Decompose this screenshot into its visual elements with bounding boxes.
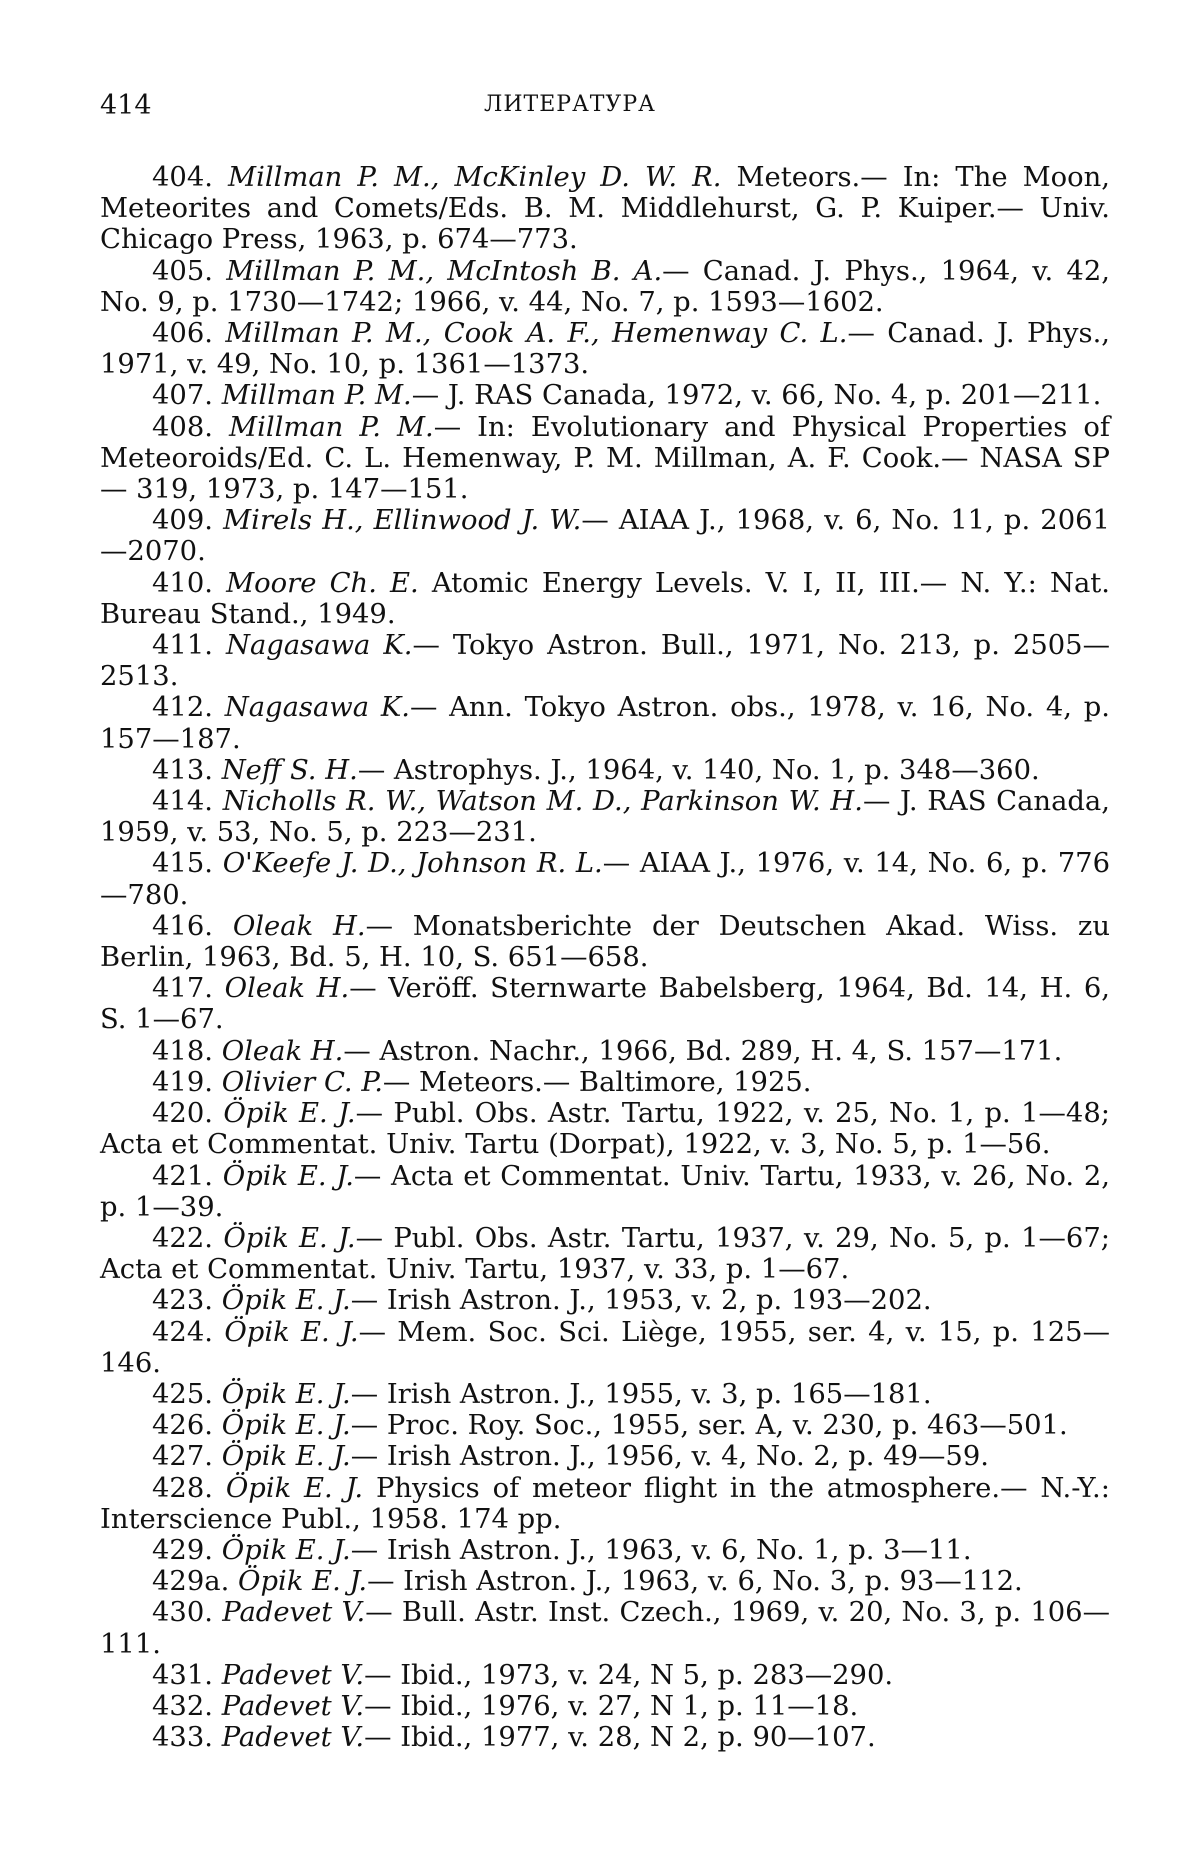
running-head: ЛИТЕРАТУРА bbox=[484, 92, 656, 117]
reference-number: 424. bbox=[152, 1316, 213, 1348]
reference-entry bbox=[100, 1317, 1110, 1379]
reference-number: 423. bbox=[152, 1285, 213, 1317]
reference-entry bbox=[100, 1067, 1110, 1098]
reference-citation: — J. RAS Canada, 1972, v. 66, No. 4, p. 201—211. bbox=[411, 380, 1102, 412]
reference-authors: Oleak H. bbox=[221, 1035, 344, 1067]
reference-entry bbox=[100, 1098, 1110, 1160]
reference-entry bbox=[100, 1660, 1110, 1691]
reference-entry bbox=[100, 1036, 1110, 1067]
reference-number: 415. bbox=[152, 848, 213, 880]
reference-entry bbox=[100, 1379, 1110, 1410]
reference-number: 411. bbox=[152, 630, 213, 662]
reference-entry bbox=[100, 1410, 1110, 1441]
reference-entry bbox=[100, 1535, 1110, 1566]
reference-authors: Oleak H. bbox=[224, 973, 350, 1005]
reference-entry bbox=[100, 380, 1110, 411]
reference-citation: — Meteors.— Baltimore, 1925. bbox=[382, 1066, 812, 1098]
reference-authors: Mirels H., Ellinwood J. W. bbox=[223, 505, 582, 537]
reference-number: 405. bbox=[152, 255, 213, 287]
reference-number: 409. bbox=[152, 505, 213, 537]
reference-citation: — Irish Astron. J., 1955, v. 3, p. 165—181. bbox=[350, 1378, 932, 1410]
book-page bbox=[100, 90, 1110, 1850]
page-header bbox=[100, 90, 1110, 130]
reference-number: 418. bbox=[152, 1035, 213, 1067]
reference-number: 429a. bbox=[152, 1566, 230, 1598]
reference-citation: Atomic Energy Levels. V. I, II, III.— N. Y.: Nat. Bureau Stand., 1949. bbox=[100, 567, 1110, 630]
reference-number: 430. bbox=[152, 1597, 213, 1629]
reference-citation: Physics of meteor flight in the atmosphere.— N.-Y.: Interscience Publ., 1958. 174 pp. bbox=[100, 1472, 1110, 1535]
reference-entry bbox=[100, 1161, 1110, 1223]
reference-authors: Öpik E. J. bbox=[238, 1566, 368, 1598]
reference-entry bbox=[100, 412, 1110, 506]
reference-authors: Millman P. M. bbox=[229, 411, 434, 443]
reference-authors: Nicholls R. W., Watson M. D., Parkinson W. H. bbox=[222, 786, 863, 818]
reference-number: 407. bbox=[152, 380, 213, 412]
reference-authors: Öpik E. J. bbox=[221, 1410, 351, 1442]
reference-entry bbox=[100, 256, 1110, 318]
reference-citation: — Publ. Obs. Astr. Tartu, 1937, v. 29, No. 5, p. 1—67; Acta et Commentat. Univ. Tartu, 1937, v. 33, p. 1—67. bbox=[100, 1222, 1110, 1286]
reference-entry bbox=[100, 1223, 1110, 1285]
reference-number: 432. bbox=[152, 1690, 213, 1722]
reference-authors: Olivier C. P. bbox=[221, 1066, 383, 1098]
reference-citation: — Canad. J. Phys., 1971, v. 49, No. 10, p. 1361—1373. bbox=[100, 318, 1110, 381]
reference-number: 433. bbox=[152, 1722, 213, 1754]
reference-citation: — AIAA J., 1968, v. 6, No. 11, p. 2061—2070. bbox=[100, 505, 1110, 568]
reference-citation: Meteors.— In: The Moon, Meteorites and Comets/Eds. B. M. Middlehurst, G. P. Kuiper.— Univ. Chicago Press, 1963, p. 674—773. bbox=[100, 162, 1110, 256]
reference-authors: Öpik E. J. bbox=[221, 1378, 351, 1410]
reference-citation: — Irish Astron. J., 1963, v. 6, No. 3, p. 93—112. bbox=[367, 1566, 1023, 1598]
reference-authors: Öpik E. J. bbox=[221, 1285, 351, 1317]
reference-citation: — Veröff. Sternwarte Babelsberg, 1964, Bd. 14, H. 6, S. 1—67. bbox=[100, 973, 1110, 1036]
reference-entry bbox=[100, 692, 1110, 754]
reference-number: 426. bbox=[152, 1410, 213, 1442]
reference-entry bbox=[100, 505, 1110, 567]
reference-number: 414. bbox=[152, 786, 213, 818]
reference-entry bbox=[100, 786, 1110, 848]
reference-number: 413. bbox=[152, 754, 213, 786]
reference-authors: Öpik E. J. bbox=[221, 1534, 351, 1566]
reference-authors: Millman P. M., Cook A. F., Hemenway C. L. bbox=[225, 318, 848, 350]
reference-authors: Öpik E. J. bbox=[222, 1160, 354, 1192]
reference-authors: Öpik E. J. bbox=[223, 1222, 356, 1254]
reference-citation: — Astrophys. J., 1964, v. 140, No. 1, p. 348—360. bbox=[357, 754, 1040, 786]
reference-authors: Millman P. M. bbox=[221, 380, 412, 412]
reference-number: 419. bbox=[152, 1066, 213, 1098]
reference-citation: — Monatsberichte der Deutschen Akad. Wiss. zu Berlin, 1963, Bd. 5, H. 10, S. 651—658. bbox=[100, 910, 1110, 974]
reference-authors: O'Keefe J. D., Johnson R. L. bbox=[222, 848, 603, 880]
page-number: 414 bbox=[100, 90, 152, 121]
reference-citation: — Publ. Obs. Astr. Tartu, 1922, v. 25, No. 1, p. 1—48; Acta et Commentat. Univ. Tartu (Dorpat), 1922, v. 3, No. 5, p. 1—56. bbox=[100, 1098, 1110, 1161]
reference-entry bbox=[100, 630, 1110, 692]
reference-number: 420. bbox=[152, 1098, 213, 1130]
reference-entry bbox=[100, 848, 1110, 910]
reference-citation: — Acta et Commentat. Univ. Tartu, 1933, v. 26, No. 2, p. 1—39. bbox=[100, 1160, 1110, 1223]
reference-authors: Padevet V. bbox=[221, 1722, 365, 1754]
reference-number: 427. bbox=[152, 1441, 213, 1473]
reference-citation: — Irish Astron. J., 1956, v. 4, No. 2, p. 49—59. bbox=[350, 1441, 989, 1473]
reference-number: 410. bbox=[152, 567, 213, 599]
reference-number: 412. bbox=[152, 692, 213, 724]
reference-entry bbox=[100, 162, 1110, 256]
reference-number: 404. bbox=[152, 162, 213, 193]
reference-authors: Padevet V. bbox=[221, 1690, 365, 1722]
reference-citation: — Tokyo Astron. Bull., 1971, No. 213, p. 2505—2513. bbox=[100, 630, 1111, 693]
reference-entry bbox=[100, 1473, 1110, 1535]
reference-number: 406. bbox=[152, 318, 213, 350]
reference-entry bbox=[100, 568, 1110, 630]
reference-citation: — Mem. Soc. Sci. Liège, 1955, ser. 4, v. 15, p. 125—146. bbox=[100, 1316, 1110, 1379]
reference-authors: Padevet V. bbox=[222, 1597, 366, 1629]
reference-list bbox=[100, 162, 1110, 1753]
reference-citation: — Ann. Tokyo Astron. obs., 1978, v. 16, No. 4, p. 157—187. bbox=[100, 692, 1110, 755]
reference-authors: Öpik E. J. bbox=[224, 1316, 359, 1348]
reference-authors: Neff S. H. bbox=[221, 754, 358, 786]
reference-number: 416. bbox=[152, 910, 213, 942]
reference-entry bbox=[100, 318, 1110, 380]
reference-citation: — Canad. J. Phys., 1964, v. 42, No. 9, p. 1730—1742; 1966, v. 44, No. 7, p. 1593—1602. bbox=[100, 255, 1110, 318]
reference-entry bbox=[100, 1691, 1110, 1722]
reference-entry bbox=[100, 1566, 1110, 1597]
reference-citation: — In: Evolutionary and Physical Properties of Meteoroids/Ed. C. L. Hemenway, P. M. Millman, A. F. Cook.— NASA SP — 319, 1973, p. 147—151. bbox=[100, 411, 1110, 506]
reference-number: 421. bbox=[152, 1160, 213, 1192]
reference-number: 425. bbox=[152, 1378, 213, 1410]
reference-number: 431. bbox=[152, 1659, 213, 1691]
reference-number: 408. bbox=[152, 411, 213, 443]
reference-authors: Öpik E. J. bbox=[225, 1472, 364, 1504]
reference-citation: — Irish Astron. J., 1963, v. 6, No. 1, p. 3—11. bbox=[350, 1534, 972, 1566]
reference-citation: — J. RAS Canada, 1959, v. 53, No. 5, p. 223—231. bbox=[100, 786, 1110, 849]
reference-authors: Millman P. M., McKinley D. W. R. bbox=[228, 162, 722, 193]
reference-number: 428. bbox=[152, 1472, 213, 1504]
reference-citation: — Ibid., 1977, v. 28, N 2, p. 90—107. bbox=[364, 1722, 876, 1754]
reference-number: 422. bbox=[152, 1222, 213, 1254]
reference-citation: — Proc. Roy. Soc., 1955, ser. A, v. 230, p. 463—501. bbox=[350, 1410, 1068, 1442]
reference-citation: — Ibid., 1976, v. 27, N 1, p. 11—18. bbox=[364, 1690, 859, 1722]
reference-number: 429. bbox=[152, 1534, 213, 1566]
reference-authors: Padevet V. bbox=[221, 1659, 365, 1691]
reference-entry bbox=[100, 1722, 1110, 1753]
reference-entry bbox=[100, 973, 1110, 1035]
reference-citation: — Bull. Astr. Inst. Czech., 1969, v. 20, No. 3, p. 106—111. bbox=[100, 1597, 1110, 1660]
reference-citation: — AIAA J., 1976, v. 14, No. 6, p. 776—780. bbox=[100, 848, 1111, 911]
reference-citation: — Ibid., 1973, v. 24, N 5, p. 283—290. bbox=[364, 1659, 894, 1691]
reference-citation: — Irish Astron. J., 1953, v. 2, p. 193—202. bbox=[350, 1285, 932, 1317]
reference-authors: Millman P. M., McIntosh B. A. bbox=[226, 255, 663, 287]
reference-entry bbox=[100, 1285, 1110, 1316]
reference-authors: Öpik E. J. bbox=[221, 1441, 351, 1473]
reference-entry bbox=[100, 755, 1110, 786]
reference-entry bbox=[100, 1597, 1110, 1659]
reference-entry bbox=[100, 911, 1110, 973]
reference-authors: Öpik E. J. bbox=[223, 1098, 356, 1130]
reference-entry bbox=[100, 1441, 1110, 1472]
reference-number: 417. bbox=[152, 973, 213, 1005]
reference-authors: Nagasawa K. bbox=[226, 630, 413, 662]
reference-authors: Nagasawa K. bbox=[224, 692, 410, 724]
reference-citation: — Astron. Nachr., 1966, Bd. 289, H. 4, S. 157—171. bbox=[343, 1035, 1063, 1067]
reference-authors: Moore Ch. E. bbox=[226, 567, 419, 599]
reference-authors: Oleak H. bbox=[232, 910, 366, 942]
